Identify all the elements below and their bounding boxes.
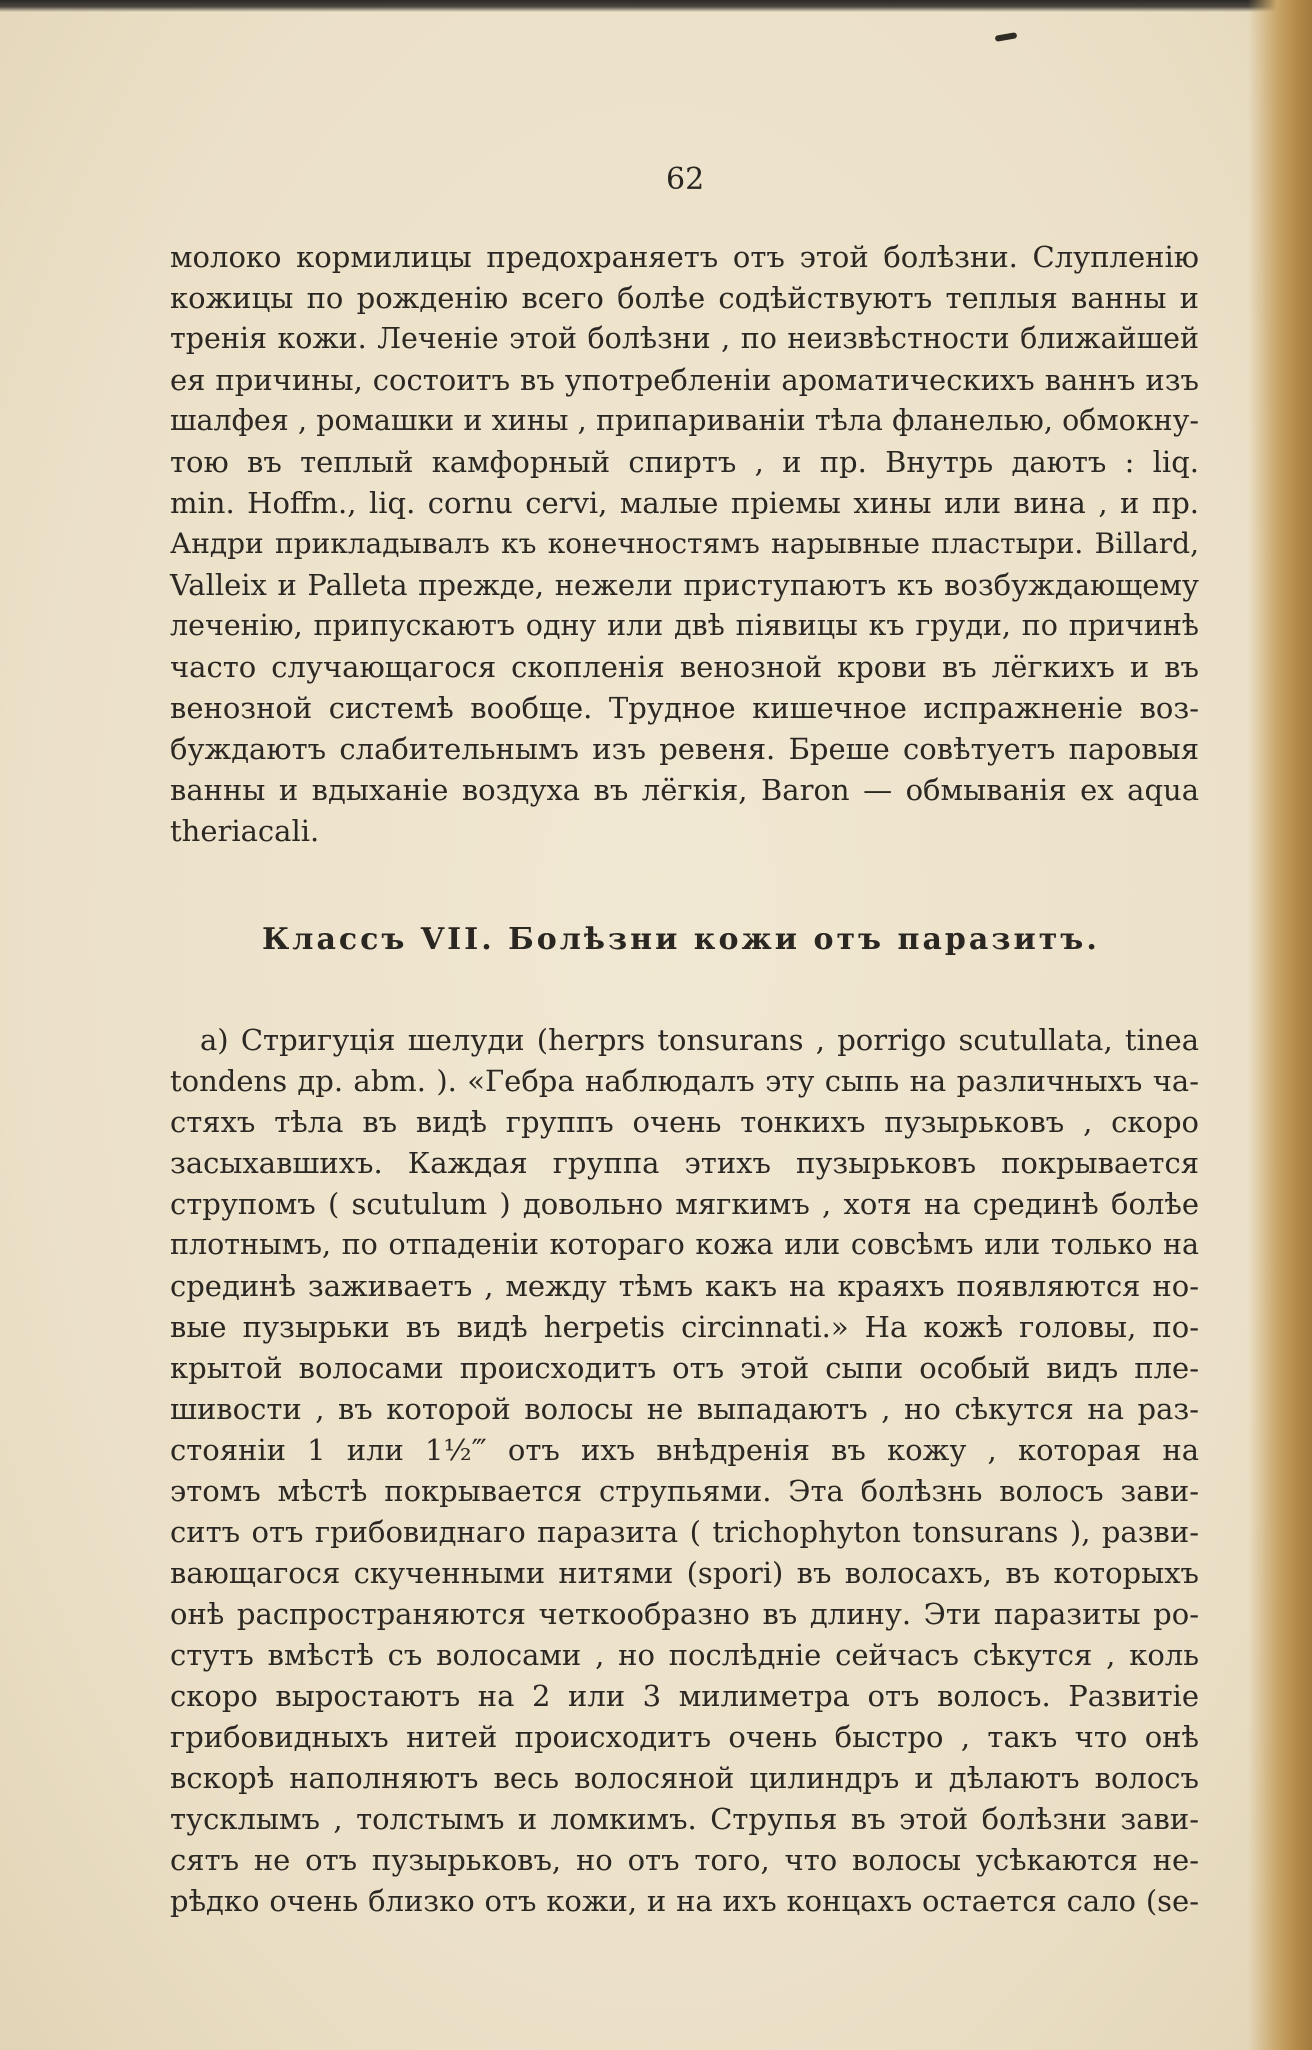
text-line: стояніи 1 или 1½‴ отъ ихъ внѣдренія въ кожу , которая на <box>170 1433 1199 1467</box>
text-line: венозной системѣ вообще. Трудное кишечное испражненіе воз- <box>170 691 1199 725</box>
text-line: скоро выростаютъ на 2 или 3 милиметра отъ волосъ. Развитіе <box>170 1679 1199 1713</box>
text-line: Андри прикладывалъ къ конечностямъ нарывные пластыри. Billard, <box>170 527 1199 560</box>
text-line: tondens др. abm. ). «Гебра наблюдалъ эту сыпь на различныхъ ча- <box>170 1064 1199 1098</box>
text-line: Valleix и Palleta прежде, нежели приступаютъ къ возбуждающему <box>170 568 1199 602</box>
text-line: тусклымъ , толстымъ и ломкимъ. Струпья въ этой болѣзни зави- <box>170 1802 1199 1836</box>
text-line: рѣдко очень близко отъ кожи, и на ихъ концахъ остается сало (se- <box>170 1884 1199 1918</box>
text-line: часто случающагося скопленія венозной крови въ лёгкихъ и въ <box>170 650 1199 684</box>
text-line: засыхавшихъ. Каждая группа этихъ пузырьковъ покрывается <box>170 1146 1199 1180</box>
text-line: буждаютъ слабительнымъ изъ ревеня. Бреше совѣтуетъ паровыя <box>170 732 1199 766</box>
page-binding-edge <box>1248 0 1312 2050</box>
text-line: плотнымъ, по отпаденіи котораго кожа или совсѣмъ или только на <box>170 1228 1199 1261</box>
section-heading: Классъ VII. Болѣзни кожи отъ паразитъ. <box>262 922 1100 957</box>
text-line: шивости , въ которой волосы не выпадаютъ , но сѣкутся на раз- <box>170 1392 1199 1426</box>
text-line: стяхъ тѣла въ видѣ группъ очень тонкихъ пузырьковъ , скоро <box>170 1105 1199 1139</box>
text-line: а) Стригуція шелуди (herprs tonsurans , porrigo scutullata, tinea <box>200 1023 1199 1057</box>
text-line: вые пузырьки въ видѣ herpetis circinnati.» На кожѣ головы, по- <box>170 1310 1199 1344</box>
text-line: сятъ не отъ пузырьковъ, но отъ того, что волосы усѣкаются не- <box>170 1843 1199 1877</box>
text-line: вскорѣ наполняютъ весь волосяной цилиндръ и дѣлаютъ волосъ <box>170 1761 1199 1795</box>
text-line: онѣ распространяются четкообразно въ длину. Эти паразиты ро- <box>170 1597 1199 1631</box>
text-line: ситъ отъ грибовиднаго паразита ( trichophyton tonsurans ), разви- <box>170 1515 1199 1549</box>
text-line: theriacali. <box>170 814 320 848</box>
text-line: молоко кормилицы предохраняетъ отъ этой болѣзни. Слупленію <box>170 240 1199 274</box>
page-number: 62 <box>666 162 705 197</box>
text-line: min. Hoffm., liq. cornu cervi, малые пріемы хины или вина , и пр. <box>170 486 1199 520</box>
scan-top-edge <box>0 0 1312 12</box>
text-line: ванны и вдыханіе воздуха въ лёгкія, Baron — обмыванія ex aqua <box>170 773 1199 807</box>
text-line: вающагося скученными нитями (spori) въ волосахъ, въ которыхъ <box>170 1556 1199 1590</box>
text-line: кожицы по рожденію всего болѣе содѣйствуютъ теплыя ванны и <box>170 281 1199 315</box>
text-line: этомъ мѣстѣ покрывается струпьями. Эта болѣзнь волосъ зави- <box>170 1474 1199 1508</box>
text-line: струпомъ ( scutulum ) довольно мягкимъ , хотя на срединѣ болѣе <box>170 1187 1199 1221</box>
text-line: грибовидныхъ нитей происходитъ очень быстро , такъ что онѣ <box>170 1720 1199 1754</box>
text-line: шалфея , ромашки и хины , припариваніи тѣла фланелью, обмокну- <box>170 404 1199 437</box>
text-line: крытой волосами происходитъ отъ этой сыпи особый видъ пле- <box>170 1351 1199 1385</box>
text-line: ея причины, состоитъ въ употребленіи ароматическихъ ваннъ изъ <box>170 363 1199 397</box>
text-line: леченію, припускаютъ одну или двѣ піявицы къ груди, по причинѣ <box>170 609 1199 642</box>
text-line: тренія кожи. Леченіе этой болѣзни , по неизвѣстности ближайшей <box>170 322 1199 355</box>
text-line: тою въ теплый камфорный спиртъ , и пр. Внутрь даютъ : liq. <box>170 445 1199 479</box>
ink-mark <box>995 32 1018 42</box>
text-line: срединѣ заживаетъ , между тѣмъ какъ на краяхъ появляются но- <box>170 1269 1199 1303</box>
text-line: стутъ вмѣстѣ съ волосами , но послѣдніе сейчасъ сѣкутся , коль <box>170 1638 1199 1672</box>
